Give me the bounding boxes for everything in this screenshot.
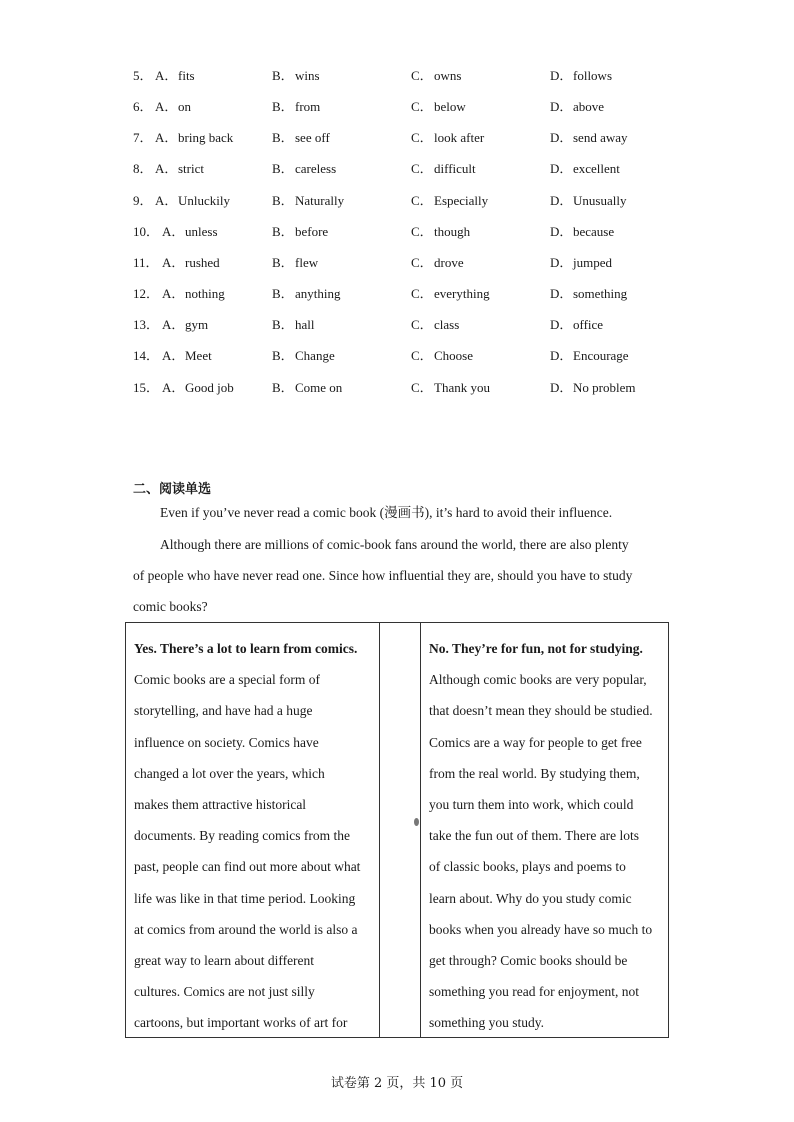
option-letter: D．: [550, 224, 573, 239]
table-text-line: changed a lot over the years, which: [134, 765, 325, 781]
option-letter: C．: [411, 68, 433, 83]
option-text: jumped: [573, 255, 612, 270]
option-d: [550, 128, 628, 148]
question-number: 12．: [133, 286, 160, 301]
comparison-table: [125, 622, 669, 1038]
option-text: on: [178, 99, 191, 114]
option-letter: B．: [272, 255, 294, 270]
option-d: [550, 284, 627, 304]
option-text: something: [573, 286, 628, 301]
option-letter: C．: [411, 317, 433, 332]
intro-line: Although there are millions of comic-book fans around the world, there are also plenty: [160, 537, 629, 552]
table-text-line: of classic books, plays and poems to: [429, 859, 626, 875]
intro-text-1: Even if you’ve never read a comic book (漫画书), it’s hard to avoid their influence.: [160, 505, 613, 520]
option-text: Meet: [185, 348, 212, 363]
option-letter: D．: [550, 161, 573, 176]
option-letter: C．: [411, 380, 433, 395]
option-letter: B．: [272, 68, 294, 83]
option-text: flew: [295, 255, 319, 270]
question-number: 15．: [133, 380, 160, 395]
option-letter: A．: [155, 130, 178, 145]
option-a: [155, 66, 195, 86]
option-text: send away: [573, 130, 628, 145]
option-c: [411, 159, 476, 179]
option-b: [272, 253, 318, 273]
option-b: [272, 222, 328, 242]
option-c: [411, 346, 473, 366]
option-letter: C．: [411, 130, 433, 145]
option-a: [162, 346, 212, 366]
option-letter: B．: [272, 130, 294, 145]
option-text: Unusually: [573, 193, 627, 208]
question-number: 10．: [133, 224, 160, 239]
option-letter: A．: [162, 380, 185, 395]
option-letter: A．: [162, 317, 185, 332]
option-a: [162, 284, 225, 304]
option-text: gym: [185, 317, 209, 332]
option-letter: C．: [411, 348, 433, 363]
option-b: [272, 378, 342, 398]
option-a: [162, 378, 234, 398]
option-d: [550, 315, 603, 335]
option-text: unless: [185, 224, 218, 239]
option-text: below: [434, 99, 466, 114]
option-text: anything: [295, 286, 341, 301]
option-letter: B．: [272, 348, 294, 363]
option-letter: B．: [272, 99, 294, 114]
option-a: [155, 159, 204, 179]
option-c: [411, 66, 461, 86]
intro-line: of people who have never read one. Since how influential they are, should you have to study: [133, 568, 633, 583]
option-c: [411, 253, 464, 273]
option-letter: B．: [272, 224, 294, 239]
option-letter: D．: [550, 130, 573, 145]
option-c: [411, 378, 490, 398]
option-text: fits: [178, 68, 195, 83]
table-text-line: Comic books are a special form of: [134, 672, 320, 688]
table-text-line: Although comic books are very popular,: [429, 672, 647, 688]
option-text: hall: [295, 317, 315, 332]
option-text: see off: [295, 130, 330, 145]
intro-paragraph-2: [133, 529, 663, 622]
option-c: [411, 191, 488, 211]
option-text: follows: [573, 68, 612, 83]
table-text-line: learn about. Why do you study comic: [429, 890, 632, 906]
option-text: everything: [434, 286, 490, 301]
option-b: [272, 159, 336, 179]
option-text: bring back: [178, 130, 234, 145]
option-letter: D．: [550, 255, 573, 270]
option-b: [272, 97, 320, 117]
option-text: No problem: [573, 380, 636, 395]
option-text: difficult: [434, 161, 476, 176]
option-letter: C．: [411, 224, 433, 239]
question-number: 11．: [133, 255, 159, 270]
intro-line: comic books?: [133, 599, 208, 614]
table-text-line: get through? Comic books should be: [429, 953, 628, 969]
option-c: [411, 284, 490, 304]
option-text: Good job: [185, 380, 234, 395]
option-letter: D．: [550, 193, 573, 208]
option-c: [411, 128, 484, 148]
option-d: [550, 191, 626, 211]
option-d: [550, 378, 635, 398]
option-letter: A．: [162, 348, 185, 363]
option-d: [550, 66, 612, 86]
table-col-no: [429, 633, 669, 1039]
option-b: [272, 346, 335, 366]
intro-paragraph-1: [133, 497, 663, 528]
table-text-line: great way to learn about different: [134, 953, 315, 969]
table-text-line: cultures. Comics are not just silly: [134, 984, 315, 1000]
table-text-line: at comics from around the world is also a: [134, 921, 358, 937]
option-text: class: [434, 317, 460, 332]
question-number: 9．: [133, 193, 153, 208]
option-letter: B．: [272, 161, 294, 176]
option-letter: C．: [411, 255, 433, 270]
option-text: from: [295, 99, 321, 114]
option-text: Unluckily: [178, 193, 230, 208]
option-text: wins: [295, 68, 320, 83]
table-text-line: past, people can find out more about what: [134, 859, 361, 875]
option-letter: C．: [411, 161, 433, 176]
option-text: Especially: [434, 193, 489, 208]
table-text-line: makes them attractive historical: [134, 797, 307, 813]
scan-mark: [414, 818, 419, 826]
table-text-line: something you study.: [429, 1015, 545, 1031]
option-letter: D．: [550, 68, 573, 83]
option-d: [550, 253, 612, 273]
option-text: Come on: [295, 380, 343, 395]
option-a: [155, 191, 230, 211]
option-text: Thank you: [434, 380, 490, 395]
option-text: because: [573, 224, 615, 239]
option-text: office: [573, 317, 604, 332]
option-b: [272, 128, 330, 148]
option-text: Encourage: [573, 348, 629, 363]
option-letter: C．: [411, 286, 433, 301]
option-letter: A．: [155, 193, 178, 208]
table-text-line: something you read for enjoyment, not: [429, 984, 639, 1000]
option-a: [162, 222, 218, 242]
table-text-line: that doesn’t mean they should be studied.: [429, 703, 653, 719]
option-letter: A．: [155, 161, 178, 176]
table-divider: [420, 623, 421, 1037]
option-letter: B．: [272, 286, 294, 301]
option-letter: A．: [162, 286, 185, 301]
option-text: excellent: [573, 161, 620, 176]
table-text-line: documents. By reading comics from the: [134, 828, 350, 844]
option-b: [272, 315, 315, 335]
option-b: [272, 66, 320, 86]
option-text: before: [295, 224, 329, 239]
option-text: owns: [434, 68, 462, 83]
option-letter: B．: [272, 193, 294, 208]
option-b: [272, 284, 341, 304]
section-title: 二、阅读单选: [133, 482, 212, 497]
option-letter: B．: [272, 317, 294, 332]
table-text-line: you turn them into work, which could: [429, 797, 634, 813]
question-number: 5．: [133, 68, 153, 83]
option-letter: A．: [155, 99, 178, 114]
option-letter: C．: [411, 99, 433, 114]
table-text-line: books when you already have so much to: [429, 921, 653, 937]
page-footer: 试卷第 2 页，共 10 页: [330, 1076, 464, 1091]
option-letter: B．: [272, 380, 294, 395]
table-text-line: Comics are a way for people to get free: [429, 734, 642, 750]
option-text: rushed: [185, 255, 220, 270]
col-heading-yes: Yes. There’s a lot to learn from comics.: [134, 641, 358, 656]
question-number: 6．: [133, 99, 153, 114]
col-heading-no: No. They’re for fun, not for studying.: [429, 641, 643, 656]
table-text-line: cartoons, but important works of art for: [134, 1015, 348, 1031]
option-a: [155, 128, 233, 148]
option-c: [411, 97, 466, 117]
table-text-line: life was like in that time period. Looking: [134, 890, 356, 906]
option-c: [411, 315, 459, 335]
option-letter: C．: [411, 193, 433, 208]
option-letter: A．: [155, 68, 178, 83]
option-letter: D．: [550, 286, 573, 301]
option-text: look after: [434, 130, 485, 145]
question-number: 8．: [133, 161, 153, 176]
option-d: [550, 346, 629, 366]
option-text: above: [573, 99, 605, 114]
option-text: nothing: [185, 286, 225, 301]
option-a: [162, 315, 208, 335]
option-text: Choose: [434, 348, 473, 363]
option-text: drove: [434, 255, 464, 270]
option-d: [550, 159, 620, 179]
option-d: [550, 222, 614, 242]
option-letter: D．: [550, 380, 573, 395]
option-d: [550, 97, 604, 117]
table-col-yes: [134, 633, 382, 1039]
option-c: [411, 222, 470, 242]
option-letter: A．: [162, 224, 185, 239]
option-letter: A．: [162, 255, 185, 270]
option-letter: D．: [550, 99, 573, 114]
question-number: 13．: [133, 317, 160, 332]
table-text-line: from the real world. By studying them,: [429, 765, 640, 781]
question-number: 14．: [133, 348, 160, 363]
option-a: [162, 253, 220, 273]
option-text: strict: [178, 161, 204, 176]
option-letter: D．: [550, 348, 573, 363]
option-letter: D．: [550, 317, 573, 332]
table-text-line: take the fun out of them. There are lots: [429, 828, 640, 844]
question-number: 7．: [133, 130, 153, 145]
option-text: careless: [295, 161, 337, 176]
table-text-line: influence on society. Comics have: [134, 734, 319, 750]
option-a: [155, 97, 191, 117]
option-text: though: [434, 224, 471, 239]
option-text: Naturally: [295, 193, 345, 208]
table-text-line: storytelling, and have had a huge: [134, 703, 313, 719]
option-text: Change: [295, 348, 335, 363]
option-b: [272, 191, 344, 211]
